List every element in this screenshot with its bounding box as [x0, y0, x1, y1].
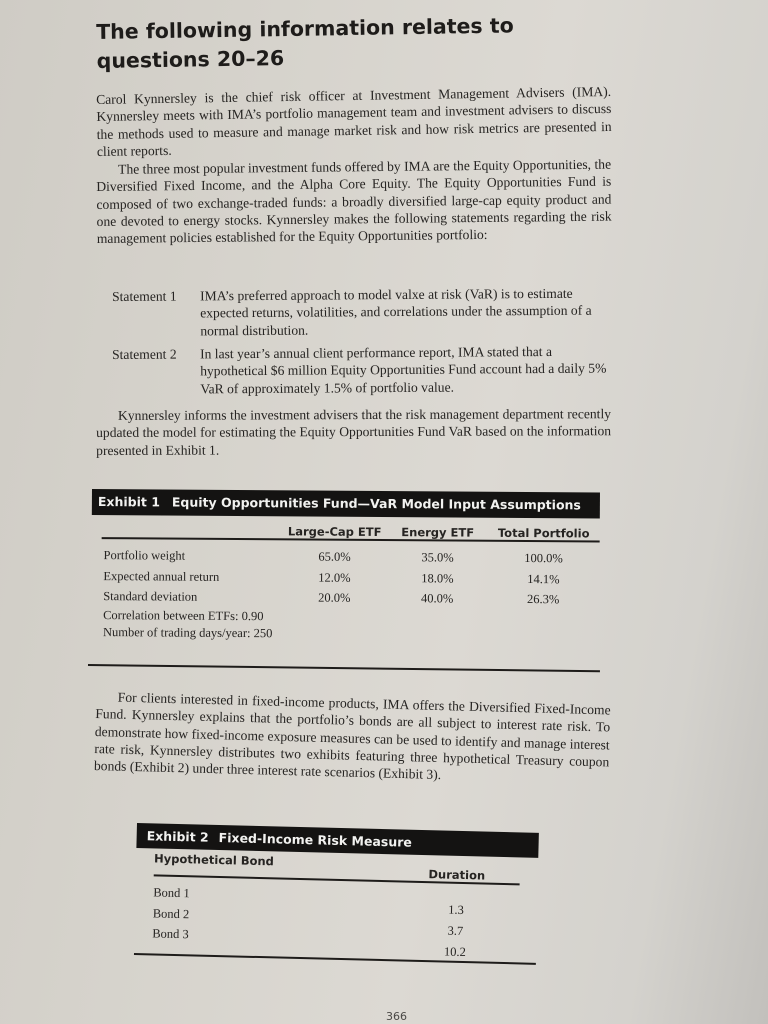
cell-value: 35.0%: [421, 550, 454, 565]
statement-label: Statement 2: [112, 346, 177, 362]
duration-value: 3.7: [447, 923, 464, 939]
table-header: [102, 515, 600, 542]
page-number: 366: [386, 1010, 407, 1023]
statement-1: [112, 285, 612, 340]
trading-days-note: Number of trading days/year: 250: [102, 624, 273, 640]
table-body: [152, 876, 538, 965]
cell-value: 20.0%: [318, 590, 351, 605]
column-header-total: Total Portfolio: [497, 525, 590, 541]
exhibit-2-table: [134, 823, 539, 966]
row-label: Expected annual return: [103, 568, 220, 584]
bond-names: [152, 882, 190, 944]
section-heading: The following information relates to questions 20–26: [96, 13, 514, 73]
column-header-bond: Hypothetical Bond: [153, 851, 275, 869]
bond-name: Bond 2: [152, 905, 190, 921]
intro-paragraph: Carol Kynnersley is the chief risk officer at Investment Management Advisers (IMA). Kynnersley meets with IMA’s portfolio management team and investment advisers to discuss the methods used to measure and manage market risk and how risk metrics are presented in client reports.: [96, 83, 612, 159]
row-label: Standard deviation: [103, 589, 198, 604]
statement-text: IMA’s preferred approach to model valxe at risk (VaR) is to estimate expected returns, volatilities, and correlations under the assumption of a normal distribution.: [200, 285, 592, 338]
cell-value: 100.0%: [524, 551, 563, 566]
column-header-blank: [102, 515, 282, 538]
statement-2: [112, 343, 612, 398]
column-header-energy: Energy ETF: [401, 525, 475, 540]
statement-text: In last year’s annual client performance report, IMA stated that a hypothetical $6 million Equity Opportunities Fund account had a daily 5% VaR of approximately 1.5% of portfolio value.: [200, 343, 607, 396]
table-body: [91, 539, 600, 644]
exhibit-1-table: [91, 489, 600, 644]
column-header-duration: Duration: [428, 867, 486, 883]
statement-label: Statement 1: [112, 288, 177, 304]
funds-paragraph: The three most popular investment funds offered by IMA are the Equity Opportunities, the Diversified Fixed Income, and the Alpha Core Equity. The Equity Opportunities Fund is composed of two exchange-traded funds: a broadly diversified large-cap equity product and one devoted to energy stocks. Kynnersley makes the following statements regarding the risk management policies established for the Equity Opportunities portfolio:: [96, 156, 612, 247]
fixed-income-paragraph: For clients interested in fixed-income products, IMA offers the Diversified Fixed-Income Fund. Kynnersley explains that the portfolio’s bonds are all subject to interest rate risk. To demonstrate how fixed-income exposure measures can be used to identify and manage interest rate risk, Kynnersley distributes two exhibits featuring three hypothetical Treasury coupon bonds (Exhibit 2) under three interest rate scenarios (Exhibit 3).: [93, 689, 611, 783]
bond-name: Bond 3: [152, 926, 189, 942]
row-label: Portfolio weight: [103, 548, 186, 563]
bond-name: Bond 1: [153, 885, 190, 901]
column-header-large-cap: Large-Cap ETF: [287, 524, 382, 540]
cell-value: 12.0%: [318, 570, 351, 585]
correlation-note: Correlation between ETFs: 0.90: [103, 607, 264, 623]
cell-value: 18.0%: [421, 570, 454, 586]
cell-value: 65.0%: [318, 549, 351, 564]
duration-value: 10.2: [443, 944, 467, 960]
cell-value: 14.1%: [527, 571, 560, 586]
model-update-paragraph: Kynnersley informs the investment advisers that the risk management department recently updated the model for estimating the Equity Opportunities Fund VaR based on the information presented in Exhibit 1.: [96, 406, 612, 458]
cell-value: 40.0%: [421, 591, 454, 606]
exhibit-title: Equity Opportunities Fund—VaR Model Input Assumptions: [171, 494, 581, 513]
duration-values: [410, 899, 502, 964]
exhibit-number: Exhibit 2: [146, 828, 209, 845]
exhibit-1-bottom-rule: [88, 664, 600, 672]
exhibit-number: Exhibit 1: [97, 494, 161, 510]
table-row: [103, 586, 599, 610]
exhibit-1-title-bar: [92, 489, 600, 519]
cell-value: 26.3%: [527, 592, 560, 607]
duration-value: 1.3: [447, 902, 464, 918]
exhibit-title: Fixed-Income Risk Measure: [218, 830, 413, 850]
